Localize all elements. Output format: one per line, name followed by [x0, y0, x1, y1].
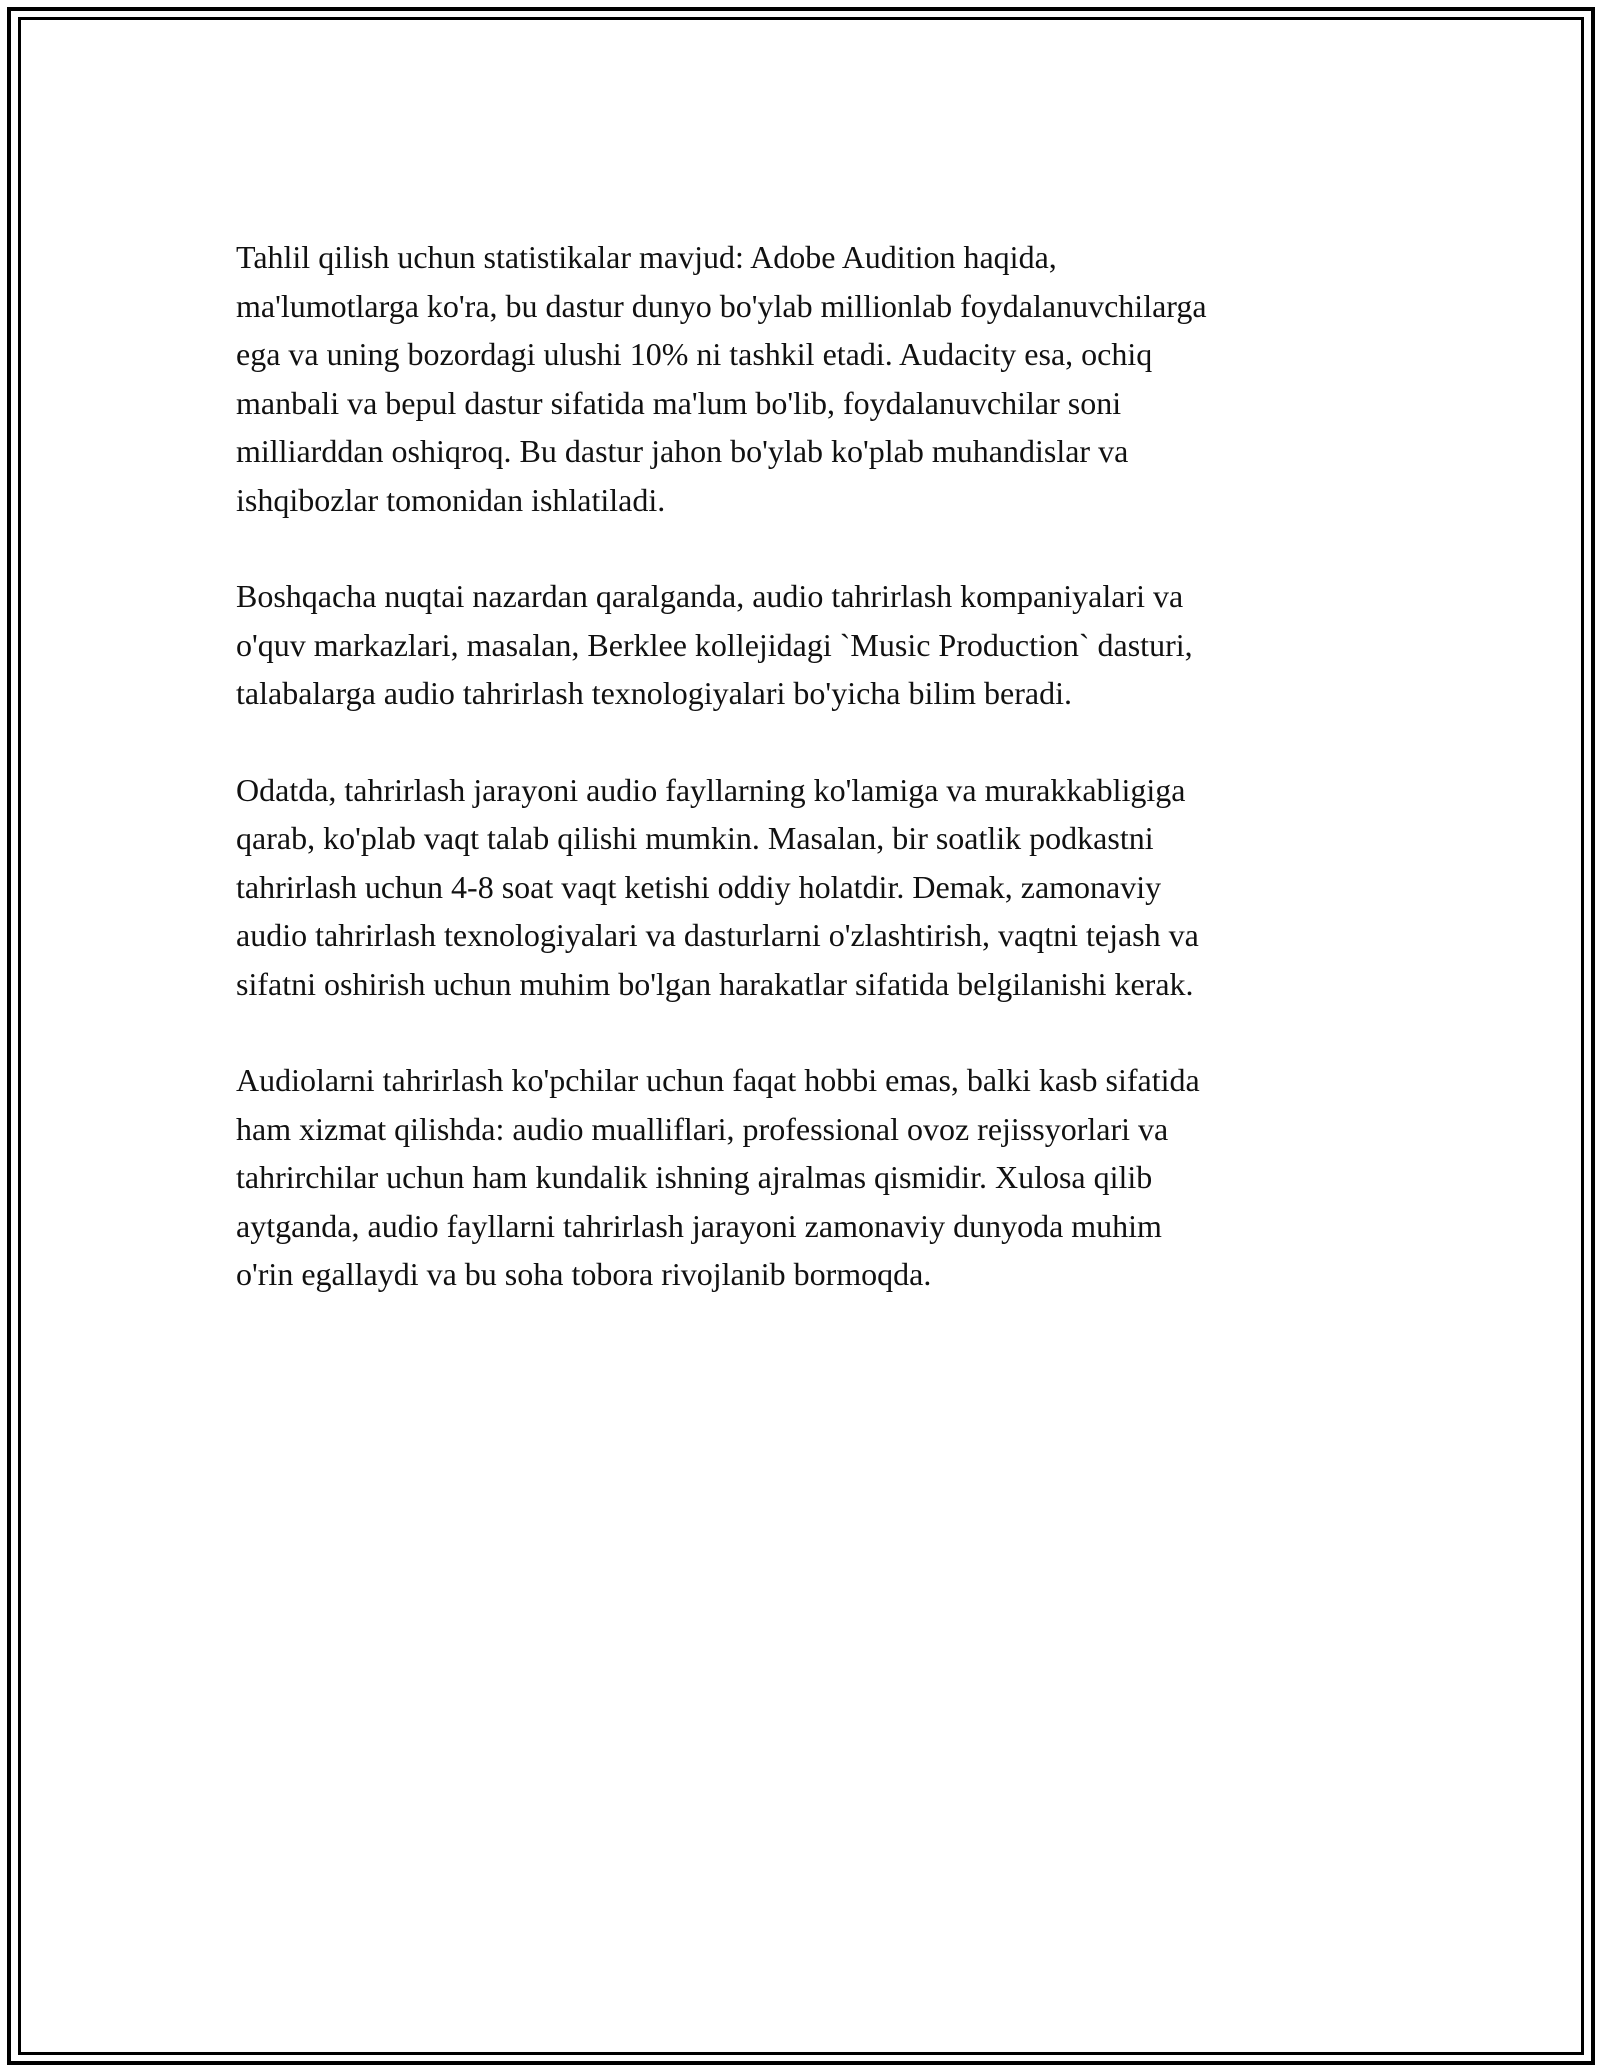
paragraph-line: Tahlil qilish uchun statistikalar mavjud: Adobe Audition haqida,	[236, 239, 1057, 275]
paragraph-line: o'rin egallaydi va bu soha tobora rivojlanib bormoqda.	[236, 1256, 932, 1292]
paragraph-line: talabalarga audio tahrirlash texnologiyalari bo'yicha bilim beradi.	[236, 675, 1072, 711]
paragraph-line: qarab, ko'plab vaqt talab qilishi mumkin. Masalan, bir soatlik podkastni	[236, 820, 1154, 856]
paragraph-line: milliarddan oshiqroq. Bu dastur jahon bo'ylab ko'plab muhandislar va	[236, 433, 1129, 469]
paragraph-line: tahrirchilar uchun ham kundalik ishning ajralmas qismidir. Xulosa qilib	[236, 1159, 1153, 1195]
paragraph-line: ma'lumotlarga ko'ra, bu dastur dunyo bo'ylab millionlab foydalanuvchilarga	[236, 287, 1207, 324]
paragraph-1	[236, 233, 1376, 524]
paragraph-line: tahrirlash uchun 4-8 soat vaqt ketishi oddiy holatdir. Demak, zamonaviy	[236, 868, 1162, 905]
paragraph-line: aytganda, audio fayllarni tahrirlash jarayoni zamonaviy dunyoda muhim	[236, 1207, 1162, 1244]
paragraph-line: ishqibozlar tomonidan ishlatiladi.	[236, 481, 666, 518]
paragraph-2	[236, 572, 1376, 718]
paragraph-line: Boshqacha nuqtai nazardan qaralganda, audio tahrirlash kompaniyalari va	[236, 578, 1184, 614]
paragraph-line: audio tahrirlash texnologiyalari va dasturlarni o'zlashtirish, vaqtni tejash va	[236, 917, 1199, 953]
paragraph-line: o'quv markazlari, masalan, Berklee kollejidagi `Music Production` dasturi,	[236, 626, 1193, 663]
paragraph-3	[236, 766, 1376, 1009]
document-body	[236, 233, 1376, 1299]
paragraph-line: ega va uning bozordagi ulushi 10% ni tashkil etadi. Audacity esa, ochiq	[236, 336, 1153, 372]
paragraph-line: Odatda, tahrirlash jarayoni audio fayllarning ko'lamiga va murakkabligiga	[236, 771, 1186, 808]
paragraph-4	[236, 1056, 1376, 1299]
paragraph-line: ham xizmat qilishda: audio mualliflari, professional ovoz rejissyorlari va	[236, 1110, 1169, 1147]
paragraph-line: manbali va bepul dastur sifatida ma'lum bo'lib, foydalanuvchilar soni	[236, 384, 1122, 421]
paragraph-line: Audiolarni tahrirlash ko'pchilar uchun faqat hobbi emas, balki kasb sifatida	[236, 1062, 1200, 1098]
paragraph-line: sifatni oshirish uchun muhim bo'lgan harakatlar sifatida belgilanishi kerak.	[236, 965, 1194, 1002]
